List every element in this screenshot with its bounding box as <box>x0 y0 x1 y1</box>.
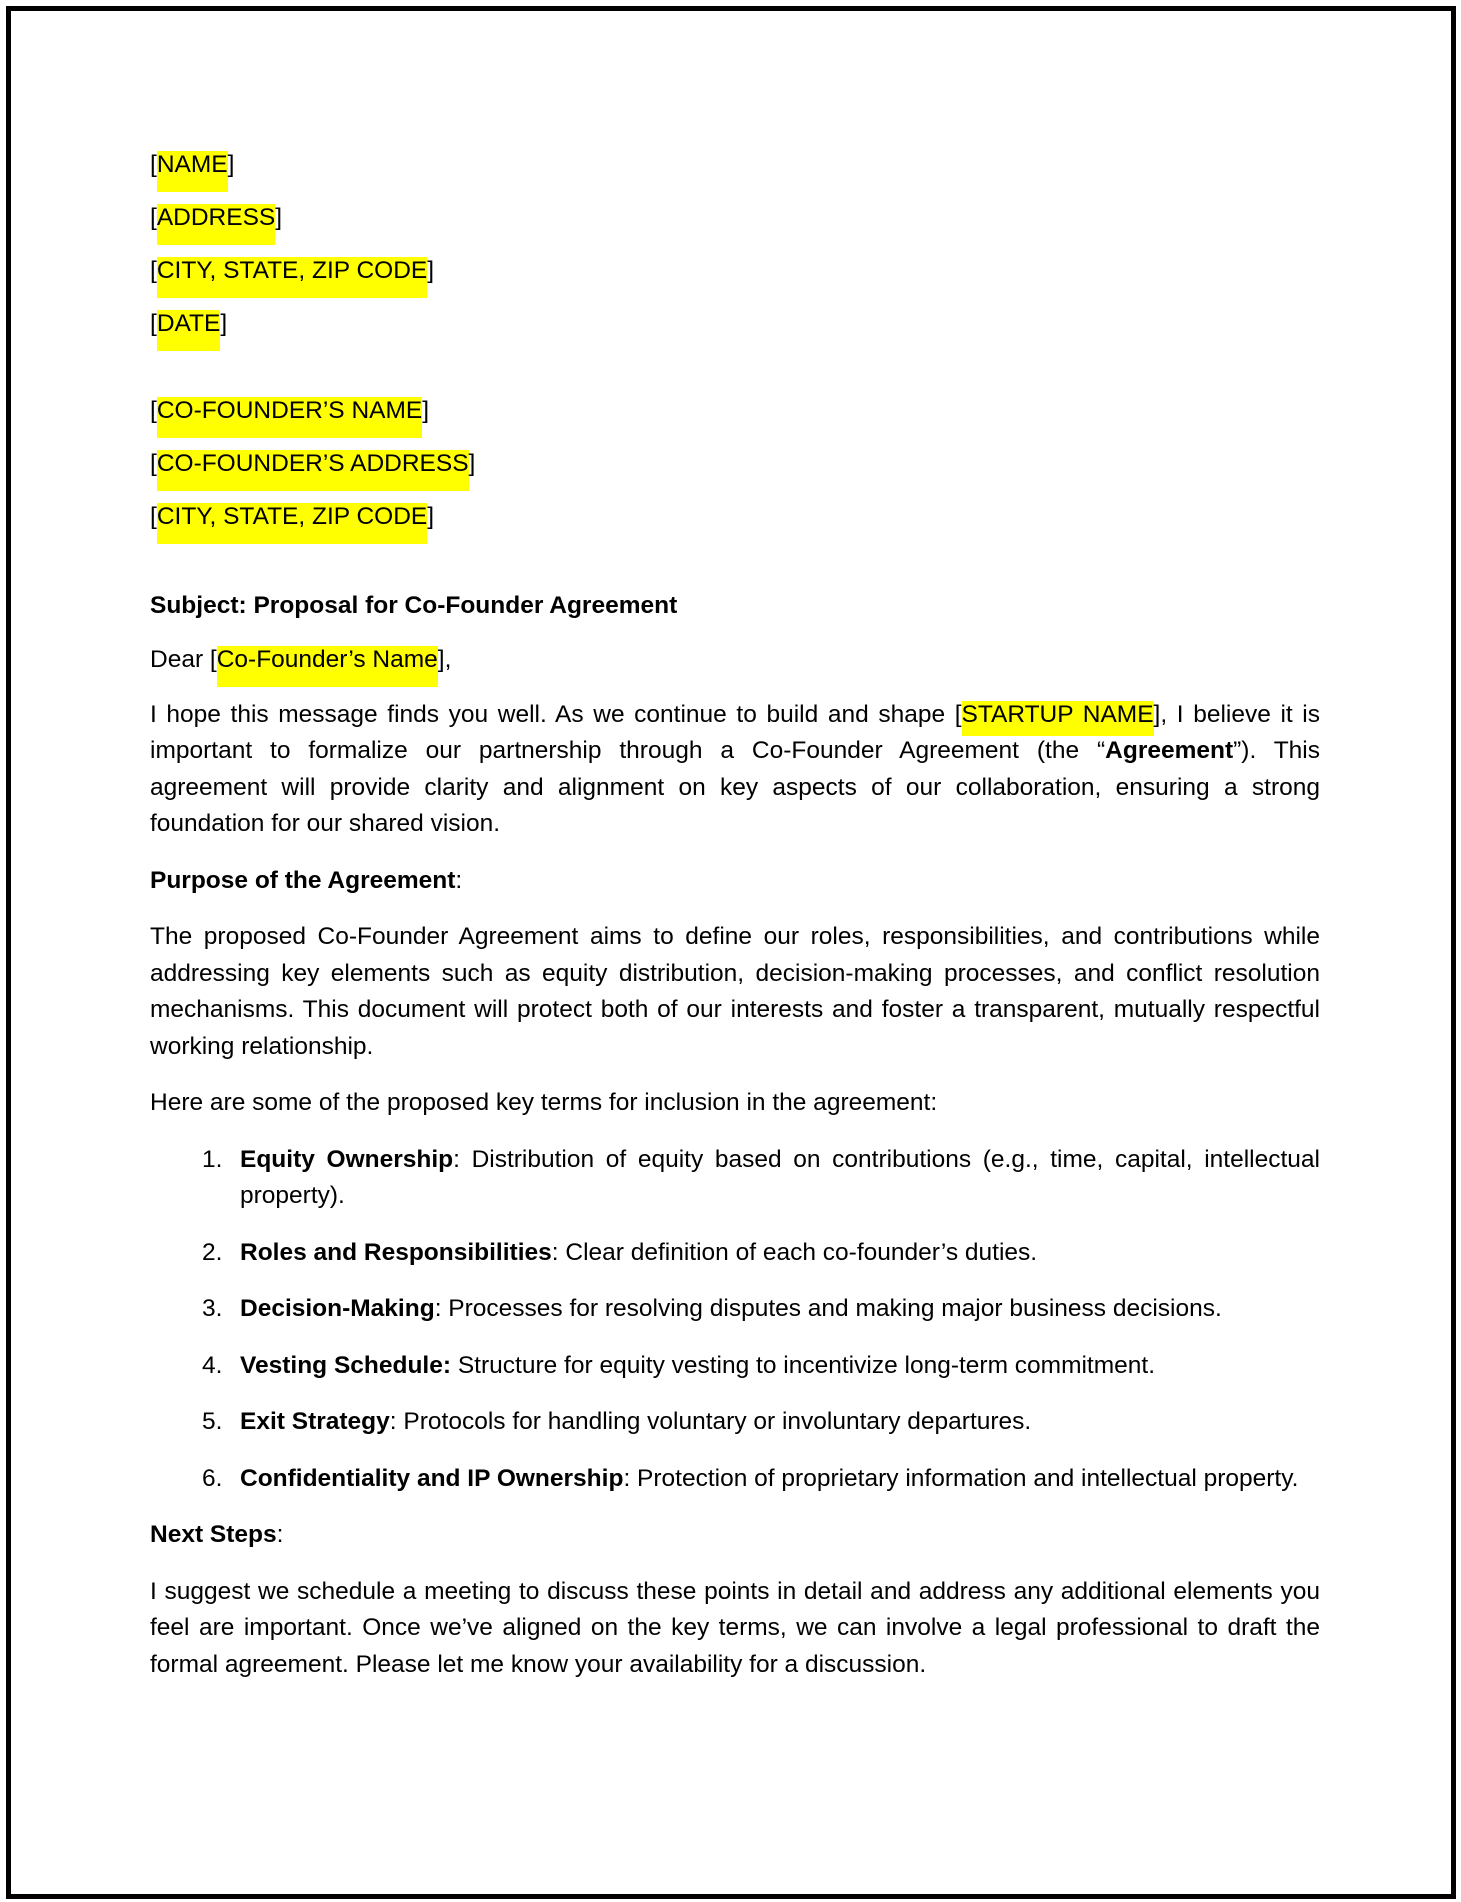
list-item-number: 1. <box>202 1145 223 1173</box>
list-item-text: Distribution of equity based on contributions (e.g., time, capital, intellectual property). <box>240 1145 1320 1209</box>
greeting-prefix: Dear [ <box>150 646 217 673</box>
list-item-title: Roles and Responsibilities <box>240 1238 552 1266</box>
list-item <box>150 1291 1320 1328</box>
list-item-colon: : <box>389 1408 397 1435</box>
next-steps-heading-colon: : <box>276 1521 284 1548</box>
list-item-title: Exit Strategy <box>240 1408 390 1435</box>
intro-text-end: ”). This agreement will provide clarity and alignment on key aspects of our collaboration, ensuring a strong foundation for our shared vision. <box>150 737 1320 837</box>
next-steps-paragraph: I suggest we schedule a meeting to discuss these points in detail and address any additional elements you feel are important. Once we’ve aligned on the key terms, we can involve a legal professional to draft the formal agreement. Please let me know your availability for a discussion. <box>150 1577 1320 1678</box>
list-item-colon: : <box>434 1295 442 1322</box>
sender-block <box>150 147 1320 343</box>
list-item-number: 4. <box>202 1351 223 1379</box>
intro-text-middle: ], I believe it is important to formalize our partnership through a Co-Founder Agreement (the “ <box>150 700 1320 764</box>
list-item-title: Equity Ownership <box>240 1145 454 1173</box>
sender-address-line: [ADDRESS] <box>150 200 1320 237</box>
intro-paragraph <box>150 697 1320 843</box>
key-terms-list <box>150 1142 1320 1498</box>
list-item-number: 2. <box>202 1238 223 1266</box>
list-item-text: Protocols for handling voluntary or involuntary departures. <box>396 1408 1032 1435</box>
purpose-heading-colon: : <box>455 866 463 894</box>
purpose-heading-text: Purpose of the Agreement <box>150 866 456 894</box>
recipient-name-line: [CO-FOUNDER’S NAME] <box>150 393 1320 430</box>
sender-name-line: [NAME] <box>150 147 1320 184</box>
list-item-text: Clear definition of each co-founder’s duties. <box>558 1238 1038 1266</box>
agreement-term: Agreement <box>1105 737 1234 764</box>
list-item <box>150 1142 1320 1215</box>
purpose-paragraph: The proposed Co-Founder Agreement aims to define our roles, responsibilities, and contributions while addressing key elements such as equity distribution, decision-making processes, and conflict resolution mechanisms. This document will protect both of our interests and foster a transparent, mutually respectful working relationship. <box>150 923 1320 1060</box>
list-item-text: Processes for resolving disputes and making major business decisions. <box>441 1295 1222 1322</box>
sender-address-placeholder: ADDRESS <box>157 204 275 245</box>
purpose-heading <box>150 863 1320 900</box>
list-item <box>150 1404 1320 1441</box>
greeting <box>150 642 1320 679</box>
list-item <box>150 1348 1320 1385</box>
recipient-block <box>150 393 1320 536</box>
startup-name-placeholder: STARTUP NAME <box>962 701 1154 736</box>
sender-date-line: [DATE] <box>150 306 1320 343</box>
greeting-suffix: ], <box>437 646 452 673</box>
list-item-colon: : <box>453 1145 460 1173</box>
list-item-colon: : <box>551 1238 559 1266</box>
next-steps-heading <box>150 1517 1320 1554</box>
greeting-name-placeholder: Co-Founder’s Name <box>217 646 438 687</box>
list-item-title: Vesting Schedule: <box>240 1351 452 1379</box>
list-item-text: Structure for equity vesting to incentivize long-term commitment. <box>451 1351 1155 1379</box>
date-placeholder: DATE <box>157 310 221 351</box>
subject-line: Subject: Proposal for Co-Founder Agreement <box>150 591 678 619</box>
next-steps-heading-text: Next Steps <box>150 1521 277 1548</box>
list-item-title: Decision-Making <box>240 1295 435 1322</box>
sender-city-placeholder: CITY, STATE, ZIP CODE <box>157 257 427 298</box>
recipient-city-line: [CITY, STATE, ZIP CODE] <box>150 499 1320 536</box>
document-page <box>6 6 1456 1899</box>
recipient-name-placeholder: CO-FOUNDER’S NAME <box>157 397 422 438</box>
list-item <box>150 1461 1320 1498</box>
list-item-colon: : <box>623 1464 631 1492</box>
letter-body <box>150 147 1320 1703</box>
spacer <box>150 359 1320 393</box>
sender-city-line: [CITY, STATE, ZIP CODE] <box>150 253 1320 290</box>
terms-intro: Here are some of the proposed key terms for inclusion in the agreement: <box>150 1089 938 1116</box>
recipient-address-placeholder: CO-FOUNDER’S ADDRESS <box>157 450 469 491</box>
intro-text-start: I hope this message finds you well. As we continue to build and shape [ <box>150 700 962 728</box>
sender-name-placeholder: NAME <box>157 151 228 192</box>
list-item-number: 6. <box>202 1464 223 1492</box>
recipient-address-line: [CO-FOUNDER’S ADDRESS] <box>150 446 1320 483</box>
list-item-number: 5. <box>202 1408 223 1435</box>
list-item-number: 3. <box>202 1295 223 1322</box>
list-item <box>150 1235 1320 1272</box>
list-item-title: Confidentiality and IP Ownership <box>240 1464 624 1492</box>
recipient-city-placeholder: CITY, STATE, ZIP CODE <box>157 503 427 544</box>
list-item-text: Protection of proprietary information and intellectual property. <box>630 1464 1299 1492</box>
